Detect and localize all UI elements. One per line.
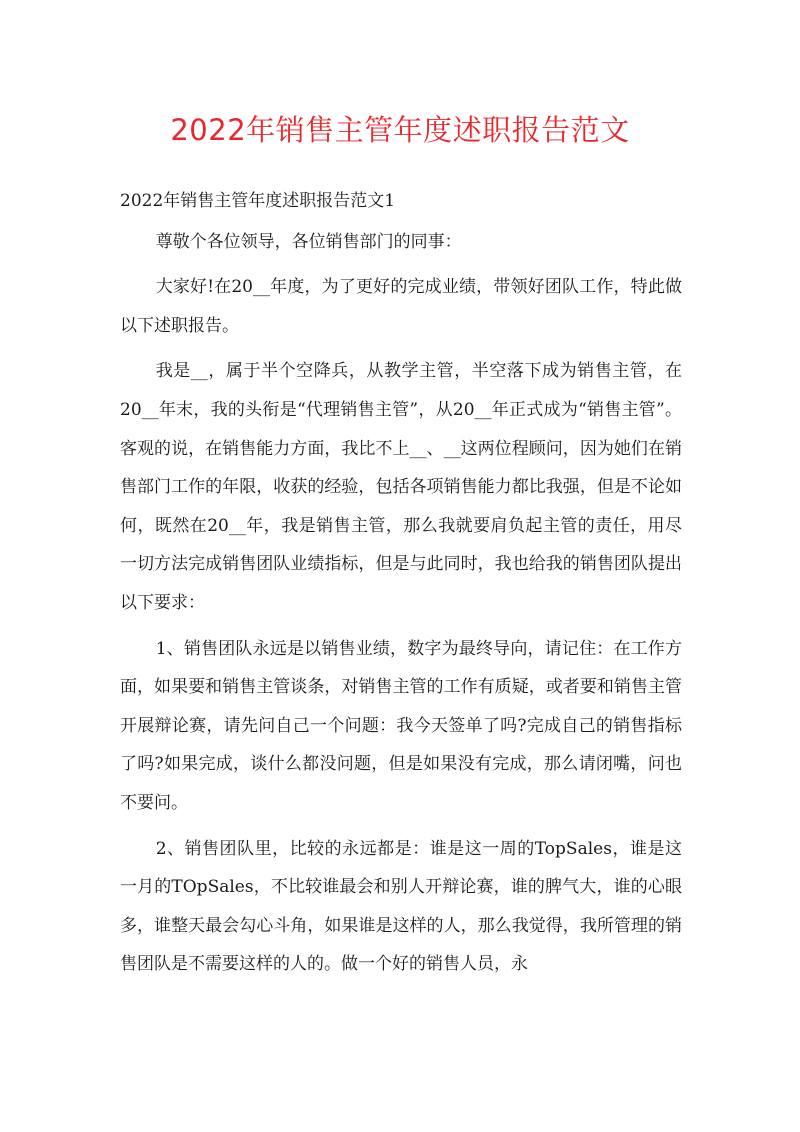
- paragraph-requirement-2: 2、销售团队里，比较的永远都是：谁是这一周的TopSales，谁是这一月的TOpSales，不比较谁最会和别人开辩论赛，谁的脾气大，谁的心眼多，谁整天最会勾心斗角，如果谁是这样的人，那么我觉得，我所管理的销售团队是不需要这样的人的。做一个好的销售人员，永: [120, 838, 682, 975]
- paragraph-requirement-1: 1、销售团队永远是以销售业绩，数字为最终导向，请记住：在工作方面，如果要和销售主管谈条，对销售主管的工作有质疑，或者要和销售主管开展辩论赛，请先问自己一个问题：我今天签单了吗?完成自己的销售指标了吗?如果完成，谈什么都没问题，但是如果没有完成，那么请闭嘴，问也不要问。: [120, 638, 682, 813]
- paragraph-self-introduction: 我是__，属于半个空降兵，从教学主管，半空落下成为销售主管，在20__年末，我的头衔是“代理销售主管”，从20__年正式成为“销售主管”。客观的说，在销售能力方面，我比不上__、__这两位程顾问，因为她们在销售部门工作的年限，收获的经验，包括各项销售能力都比我强，但是不论如何，既然在20__年，我是销售主管，那么我就要肩负起主管的责任，用尽一切方法完成销售团队业绩指标，但是与此同时，我也给我的销售团队提出以下要求：: [120, 361, 682, 613]
- paragraph-greeting: 尊敬个各位领导，各位销售部门的同事：: [155, 231, 462, 252]
- paragraph-intro: 大家好!在20__年度，为了更好的完成业绩，带领好团队工作，特此做以下述职报告。: [120, 277, 682, 336]
- document-body: [120, 182, 682, 991]
- section-subtitle: 2022年销售主管年度述职报告范文1: [120, 191, 396, 211]
- document-title: 2022年销售主管年度述职报告范文: [170, 113, 630, 147]
